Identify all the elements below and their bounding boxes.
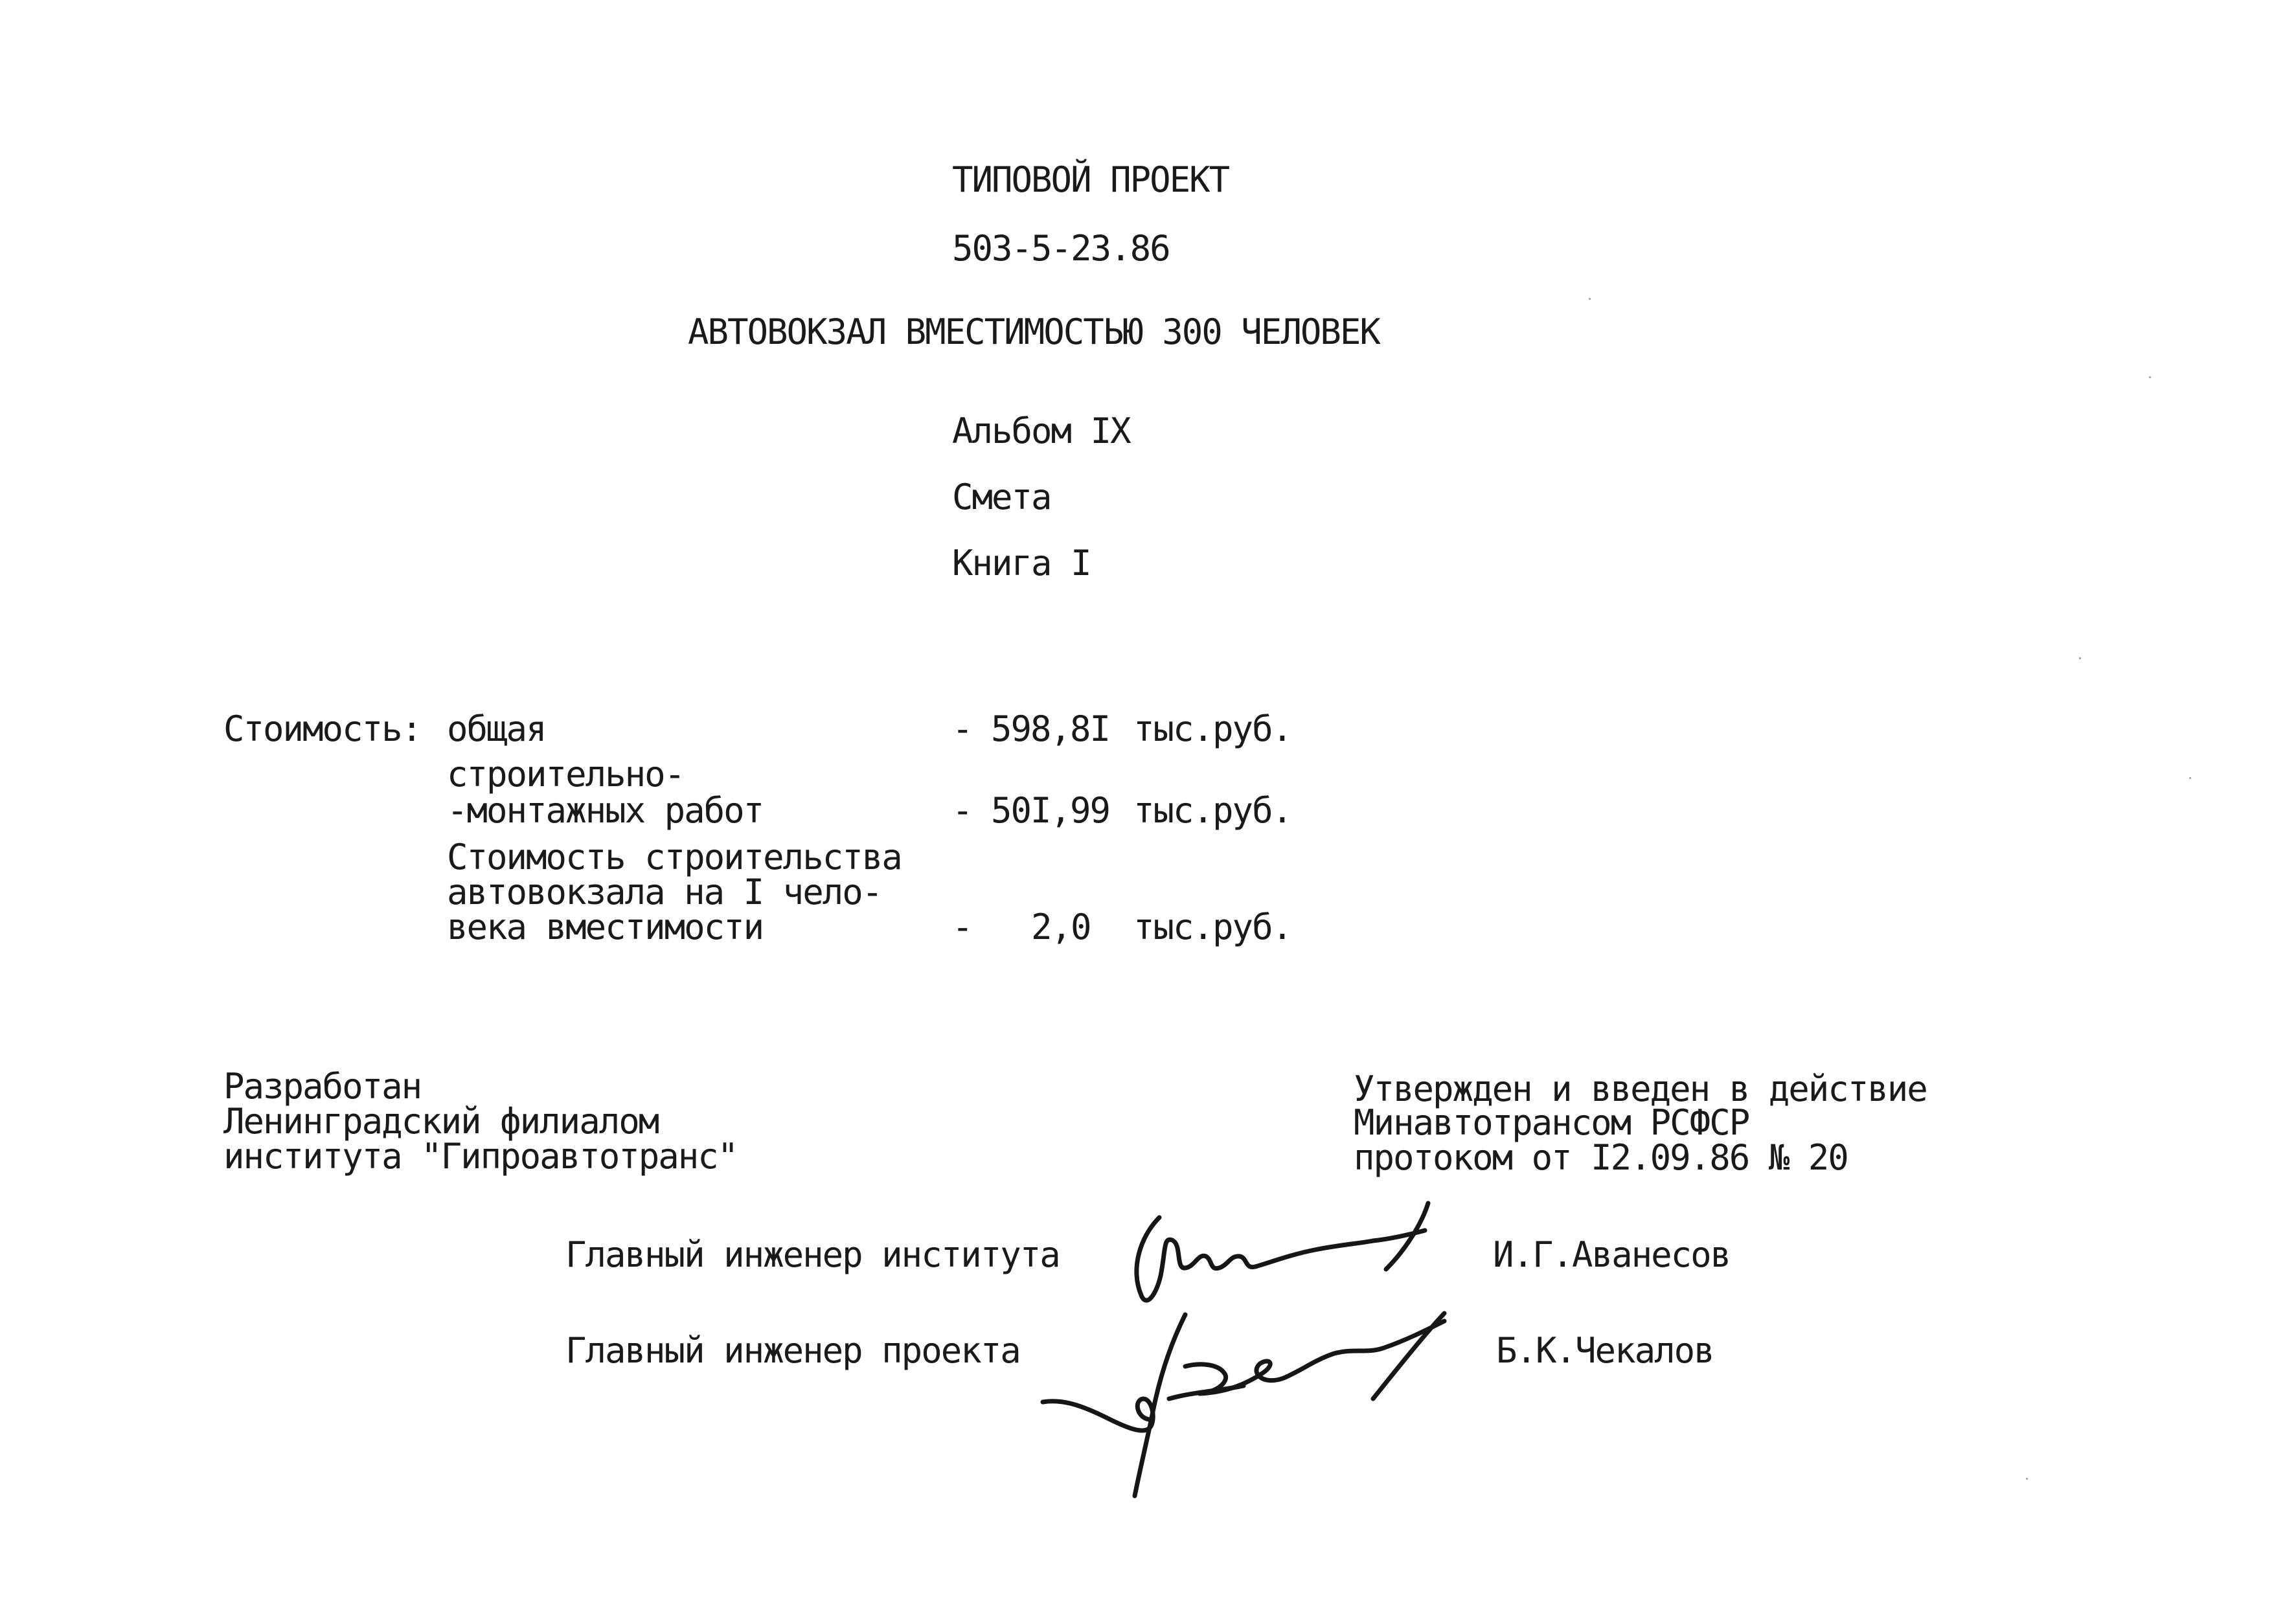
signature-chekalov	[1030, 1302, 1496, 1509]
cost-row-dash: -	[952, 708, 972, 749]
cost-row-dash: -	[952, 790, 972, 831]
developed-line: института "Гипроавтотранс"	[223, 1136, 738, 1177]
approved-line: Минавтотрансом РСФСР	[1354, 1102, 1749, 1143]
signatory-name: И.Г.Аванесов	[1493, 1234, 1731, 1275]
cost-row-name: автовокзала на I чело-	[447, 872, 882, 912]
doc-type: ТИПОВОЙ ПРОЕКТ	[952, 159, 1229, 200]
signatory-role: Главный инженер проекта	[565, 1330, 1020, 1371]
signatory-name: Б.К.Чекалов	[1496, 1330, 1714, 1371]
cost-row-unit: тыс.руб.	[1133, 708, 1292, 749]
approved-line: Утвержден и введен в действие	[1354, 1069, 1927, 1109]
scan-speck	[2149, 376, 2151, 378]
cost-row-value: 50I,99	[991, 790, 1110, 831]
scan-speck	[2026, 1478, 2028, 1480]
album-label: Альбом IX	[952, 411, 1130, 451]
cost-row-unit: тыс.руб.	[1133, 790, 1292, 831]
cost-row-name: века вместимости	[447, 907, 764, 947]
cost-row-unit: тыс.руб.	[1133, 907, 1292, 947]
developed-line: Разработан	[223, 1066, 422, 1107]
developed-line: Ленинградский филиалом	[223, 1101, 659, 1142]
cost-row-name: общая	[447, 708, 546, 749]
scan-speck	[2189, 777, 2191, 779]
cost-row-dash: -	[952, 907, 972, 947]
book-label: Книга I	[952, 543, 1091, 583]
signatory-role: Главный инженер института	[565, 1234, 1060, 1275]
cost-row-value: 2,0	[1031, 907, 1091, 947]
cost-row-name: строительно-	[447, 754, 685, 795]
approved-line: протоком от I2.09.86 № 20	[1354, 1137, 1848, 1178]
section-label: Смета	[952, 477, 1051, 517]
project-title: АВТОВОКЗАЛ ВМЕСТИМОСТЬЮ 300 ЧЕЛОВЕК	[688, 311, 1380, 352]
cost-row-name: Стоимость строительства	[447, 837, 902, 877]
cost-row-value: 598,8I	[991, 708, 1110, 749]
project-number: 503-5-23.86	[952, 228, 1170, 269]
scan-speck	[1589, 298, 1591, 300]
cost-row-name: -монтажных работ	[447, 790, 764, 831]
cost-label: Стоимость:	[223, 708, 422, 749]
scan-speck	[2079, 657, 2081, 659]
